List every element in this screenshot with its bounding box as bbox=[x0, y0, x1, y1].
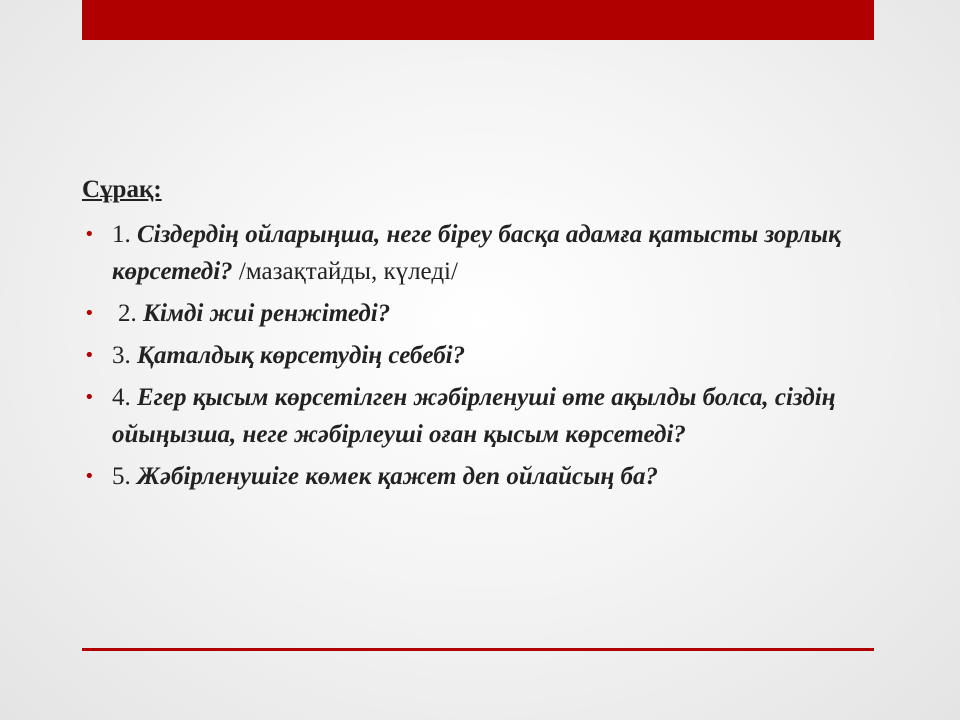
slide-heading: Сұрақ: bbox=[82, 176, 162, 203]
item-number: 2. bbox=[118, 300, 143, 327]
list-item bbox=[82, 216, 874, 290]
item-number: 4. bbox=[112, 384, 137, 411]
list-item bbox=[82, 337, 874, 374]
bottom-accent-rule bbox=[82, 648, 874, 651]
list-item bbox=[82, 295, 874, 332]
item-question: Сіздердің ойларыңша, неге біреу басқа адамға қатысты зорлық көрсетеді? bbox=[112, 221, 841, 285]
item-number: 1. bbox=[112, 221, 137, 248]
item-question: Жәбірленушіге көмек қажет деп ойлайсың ба? bbox=[137, 463, 659, 490]
item-question: Кімді жиі ренжітеді? bbox=[143, 300, 391, 327]
item-question: Қаталдық көрсетудің себебі? bbox=[137, 342, 466, 369]
bullet-icon: • bbox=[84, 387, 95, 408]
top-accent-bar bbox=[82, 0, 874, 40]
item-note: /мазақтайды, күледі/ bbox=[232, 258, 458, 285]
question-list bbox=[82, 216, 874, 495]
item-number: 5. bbox=[112, 463, 137, 490]
bullet-icon: • bbox=[84, 224, 95, 245]
bullet-icon: • bbox=[84, 303, 95, 324]
item-question: Егер қысым көрсетілген жәбірленуші өте ақылды болса, сіздің ойыңызша, неге жәбірлеуші оған қысым көрсетеді? bbox=[112, 384, 836, 448]
bullet-icon: • bbox=[84, 345, 95, 366]
list-item bbox=[82, 458, 874, 495]
item-number: 3. bbox=[112, 342, 137, 369]
bullet-icon: • bbox=[84, 466, 95, 487]
list-item bbox=[82, 379, 874, 453]
slide-content bbox=[82, 174, 874, 500]
